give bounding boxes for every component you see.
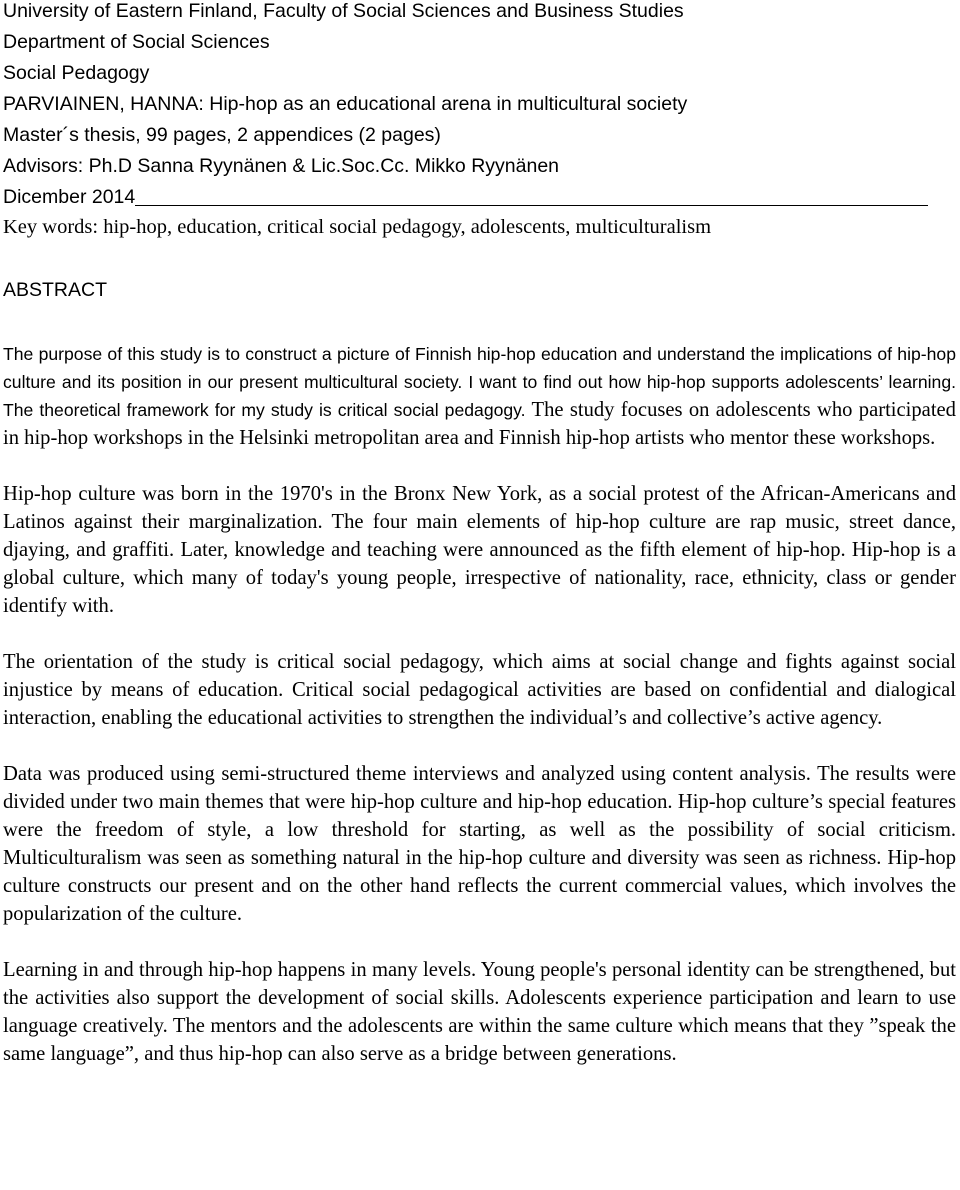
abstract-paragraph-5: Learning in and through hip-hop happens in many levels. Young people's personal identity can be strengthened, but the activities also support the development of social skills. Adolescents experience participation and learn to use language creatively. The mentors and the adolescents are within the same culture which means that they ”speak the same language”, and thus hip-hop can also serve as a bridge between generations. <box>3 959 956 1065</box>
abstract-paragraph-3: The orientation of the study is critical social pedagogy, which aims at social change and fights against social injustice by means of education. Critical social pedagogical activities are based on confidential and dialogical interaction, enabling the educational activities to strengthen the individual’s and collective’s active agency. <box>3 651 956 729</box>
subject-line: Social Pedagogy <box>3 62 150 84</box>
date-text: Dicember 2014 <box>3 186 136 208</box>
abstract-paragraph-1-sans: The purpose of this study is to construct a picture of Finnish hip-hop education and understand the implications of hip-hop culture and its position in our present multicultural society. I want to find out how hip-hop supports adolescents’ learning. The theoretical framework for my study is critical social pedagogy. <box>3 344 956 420</box>
advisors-line: Advisors: Ph.D Sanna Ryynänen & Lic.Soc.Cc. Mikko Ryynänen <box>3 155 560 177</box>
abstract-paragraph-4: Data was produced using semi-structured theme interviews and analyzed using content analysis. The results were divided under two main themes that were hip-hop culture and hip-hop education. Hip-hop culture’s special features were the freedom of style, a low threshold for starting, as well as the possibility of social criticism. Multiculturalism was seen as something natural in the hip-hop culture and diversity was seen as richness. Hip-hop culture constructs our present and on the other hand reflects the current commercial values, which involves the popularization of the culture. <box>3 763 956 925</box>
abstract-paragraph-1 <box>3 340 956 452</box>
header-rule <box>135 204 928 206</box>
abstract-paragraph-2: Hip-hop culture was born in the 1970's in the Bronx New York, as a social protest of the African-Americans and Latinos against their marginalization. The four main elements of hip-hop culture are rap music, street dance, djaying, and graffiti. Later, knowledge and teaching were announced as the fifth element of hip-hop. Hip-hop is a global culture, which many of today's young people, irrespective of nationality, race, ethnicity, class or gender identify with. <box>3 483 956 617</box>
author-title-line: PARVIAINEN, HANNA: Hip-hop as an educational arena in multicultural society <box>3 93 688 115</box>
date-line <box>3 182 956 213</box>
abstract-paragraph-1-serif: The study focuses on adolescents who participated in hip-hop workshops in the Helsinki metropolitan area and Finnish hip-hop artists who mentor these workshops. <box>3 399 956 449</box>
department-line: Department of Social Sciences <box>3 31 270 53</box>
keywords-line: Key words: hip-hop, education, critical social pedagogy, adolescents, multiculturalism <box>3 216 712 238</box>
university-line: University of Eastern Finland, Faculty of Social Sciences and Business Studies <box>3 0 684 22</box>
abstract-heading: ABSTRACT <box>3 279 108 301</box>
thesis-header <box>3 0 956 213</box>
document-page <box>3 0 956 1068</box>
thesis-info-line: Master´s thesis, 99 pages, 2 appendices (2 pages) <box>3 124 441 146</box>
